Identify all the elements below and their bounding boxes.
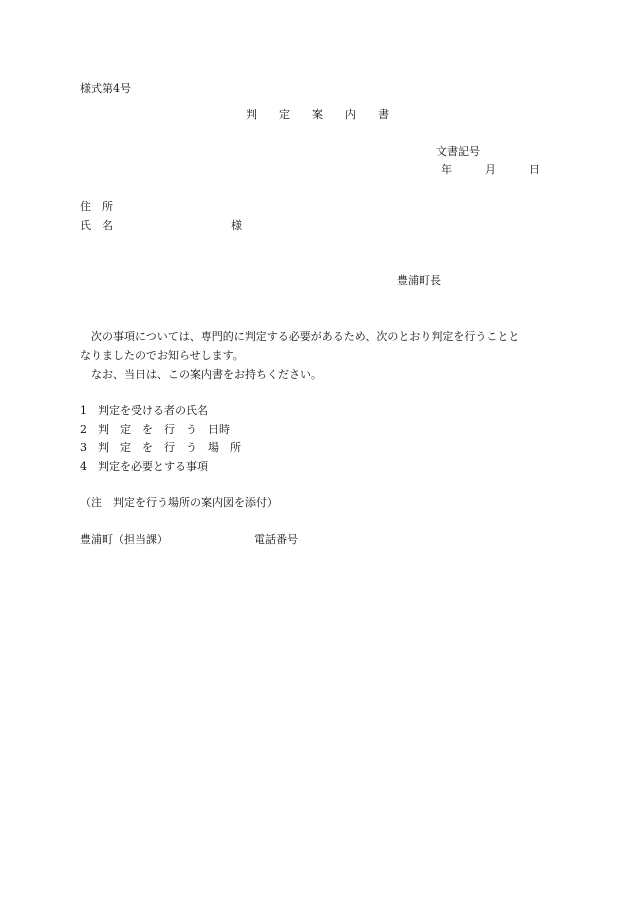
body-line-2: なりましたのでお知らせします。 [80,349,244,362]
list-item: 1 判定を受ける者の氏名 [80,404,208,417]
document-title: 判 定 案 内 書 [246,108,389,121]
body-line-1: 次の事項については、専門的に判定する必要があるため、次のとおり判定を行うことと [80,330,520,343]
issuer: 豊浦町長 [397,274,441,287]
date-line: 年 月 日 [441,163,540,176]
body-line-3: なお、当日は、この案内書をお持ちください。 [80,368,322,381]
phone-label: 電話番号 [254,533,298,546]
document-number-label: 文書記号 [436,145,480,158]
address-label: 住 所 [80,200,113,213]
attachment-note: （注 判定を行う場所の案内図を添付） [80,496,278,509]
list-item: 4 判定を必要とする事項 [80,460,208,473]
honorific: 様 [231,219,242,232]
department-label: 豊浦町（担当課） [80,533,168,546]
list-item: 3 判 定 を 行 う 場 所 [80,441,241,454]
name-label: 氏 名 [80,219,113,232]
list-item: 2 判 定 を 行 う 日時 [80,423,230,436]
form-number: 様式第4号 [80,82,131,95]
